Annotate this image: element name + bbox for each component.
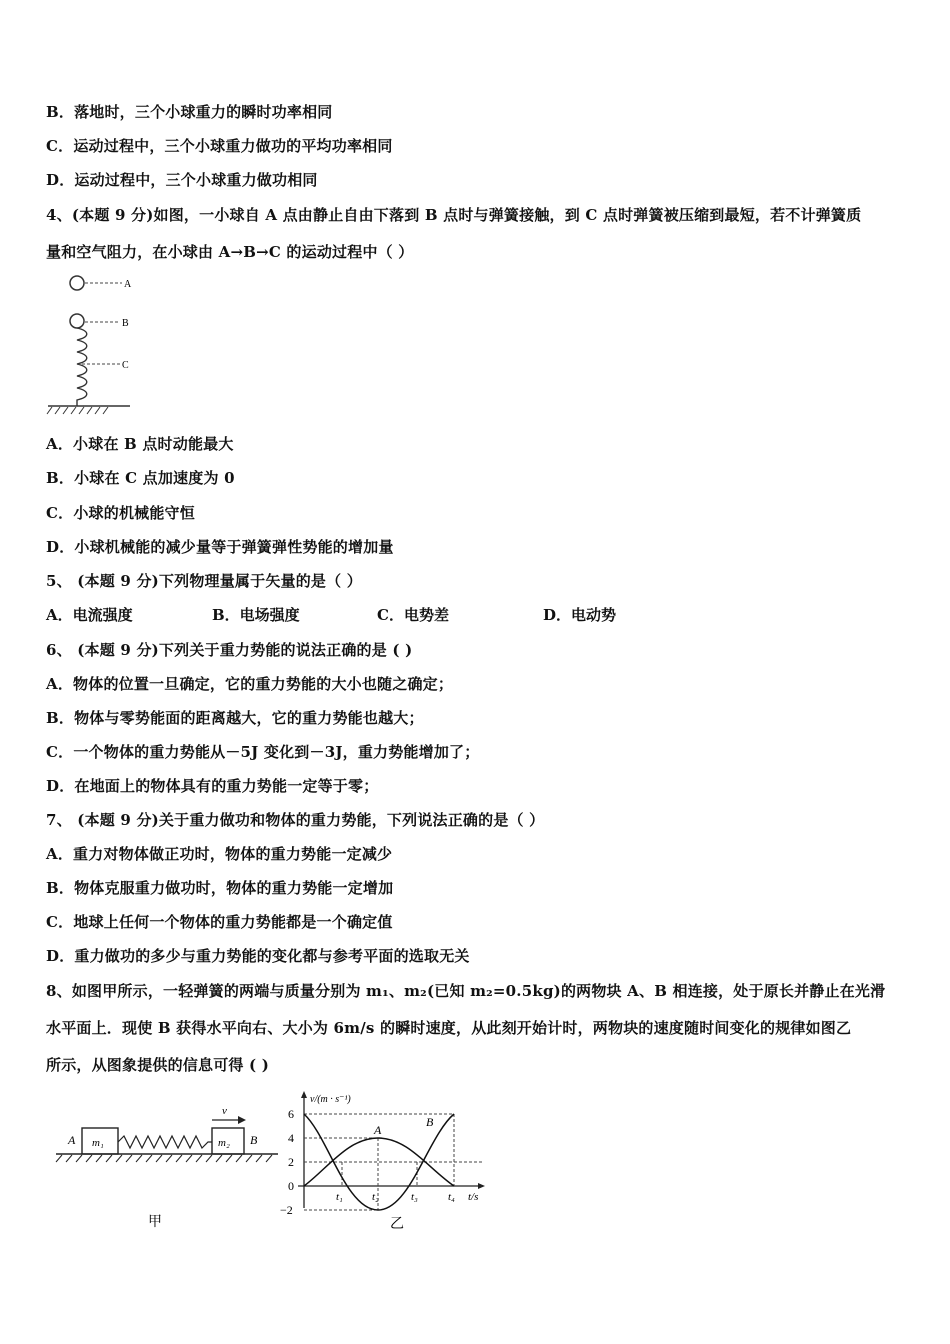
y-tick-4: 4 — [288, 1131, 294, 1145]
q4-stem-line2: 量和空气阻力，在小球由 A→B→C 的运动过程中（ ） — [46, 243, 414, 261]
label-block-a: A — [68, 1133, 76, 1147]
y-axis-label: v/(m · s⁻¹) — [310, 1094, 351, 1105]
spring-jia — [118, 1136, 212, 1148]
q4-stem-line1: 4、(本题 9 分)如图，一小球自 A 点由静止自由下落到 B 点时与弹簧接触，到 C 点时弹簧被压缩到最短，若不计弹簧质 — [46, 206, 862, 224]
q6-option-c: C．一个物体的重力势能从－5J 变化到－3J，重力势能增加了； — [46, 743, 480, 761]
q6-option-d: D．在地面上的物体具有的重力势能一定等于零； — [46, 777, 379, 795]
label-block-b: B — [250, 1133, 258, 1147]
ball-at-b — [70, 314, 84, 328]
y-tick-6: 6 — [288, 1107, 294, 1121]
q7-option-d: D．重力做功的多少与重力势能的变化都与参考平面的选取无关 — [46, 947, 470, 965]
caption-jia: 甲 — [148, 1215, 162, 1230]
q6-stem: 6、 (本题 9 分)下列关于重力势能的说法正确的是 ( ) — [46, 641, 413, 659]
label-v: v — [222, 1105, 227, 1117]
q8-stem-line3: 所示，从图象提供的信息可得 ( ) — [46, 1056, 270, 1074]
y-tick-2: 2 — [288, 1155, 294, 1169]
q4-option-a: A．小球在 B 点时动能最大 — [46, 435, 234, 453]
caption-yi: 乙 — [390, 1217, 404, 1232]
q5-option-d: D．电动势 — [543, 606, 617, 624]
q4-option-c: C．小球的机械能守恒 — [46, 504, 195, 522]
q5-stem: 5、 (本题 9 分)下列物理量属于矢量的是（ ） — [46, 572, 362, 590]
q6-option-b: B．物体与零势能面的距离越大，它的重力势能也越大； — [46, 709, 424, 727]
q3-option-c: C．运动过程中，三个小球重力做功的平均功率相同 — [46, 137, 393, 155]
q5-option-a: A．电流强度 — [46, 606, 133, 624]
x-axis-label: t/s — [468, 1191, 479, 1203]
label-m1: m₁ — [92, 1137, 104, 1149]
x-tick-t1: t₁ — [336, 1191, 343, 1203]
y-tick-neg2: −2 — [280, 1203, 293, 1217]
ball-at-a — [70, 276, 84, 290]
q3-option-b: B．落地时，三个小球重力的瞬时功率相同 — [46, 103, 333, 121]
label-a: A — [124, 279, 132, 290]
q4-option-d: D．小球机械能的减少量等于弹簧弹性势能的增加量 — [46, 538, 394, 556]
label-m2: m₂ — [218, 1137, 230, 1149]
q7-option-c: C．地球上任何一个物体的重力势能都是一个确定值 — [46, 913, 393, 931]
q7-stem: 7、 (本题 9 分)关于重力做功和物体的重力势能，下列说法正确的是（ ） — [46, 811, 545, 829]
y-tick-0: 0 — [288, 1179, 294, 1193]
q5-option-c: C．电势差 — [377, 606, 449, 624]
q4-option-b: B．小球在 C 点加速度为 0 — [46, 469, 235, 487]
curve-b-label: B — [426, 1115, 434, 1129]
label-c: C — [122, 360, 129, 371]
velocity-arrow-icon — [212, 1116, 246, 1124]
q6-option-a: A．物体的位置一旦确定，它的重力势能的大小也随之确定； — [46, 675, 454, 693]
q8-figure-jia — [52, 1100, 282, 1235]
q8-stem-line1: 8、如图甲所示，一轻弹簧的两端与质量分别为 m₁、m₂(已知 m₂=0.5kg)的两物块 A、B 相连接，处于原长并静止在光滑 — [46, 982, 886, 1000]
x-tick-t2: t₂ — [372, 1191, 379, 1203]
q8-stem-line2: 水平面上．现使 B 获得水平向右、大小为 6m/s 的瞬时速度，从此刻开始计时，两物块的速度随时间变化的规律如图乙 — [46, 1019, 852, 1037]
q7-option-b: B．物体克服重力做功时，物体的重力势能一定增加 — [46, 879, 394, 897]
curve-a-label: A — [374, 1123, 382, 1137]
spring — [77, 328, 87, 406]
q8-figure-yi — [278, 1088, 498, 1236]
label-b: B — [122, 318, 129, 329]
q3-option-d: D．运动过程中，三个小球重力做功相同 — [46, 171, 318, 189]
x-tick-t4: t₄ — [448, 1191, 455, 1203]
q7-option-a: A．重力对物体做正功时，物体的重力势能一定减少 — [46, 845, 393, 863]
q4-spring-figure — [44, 270, 139, 418]
x-tick-t3: t₃ — [411, 1191, 418, 1203]
q5-option-b: B．电场强度 — [212, 606, 300, 624]
